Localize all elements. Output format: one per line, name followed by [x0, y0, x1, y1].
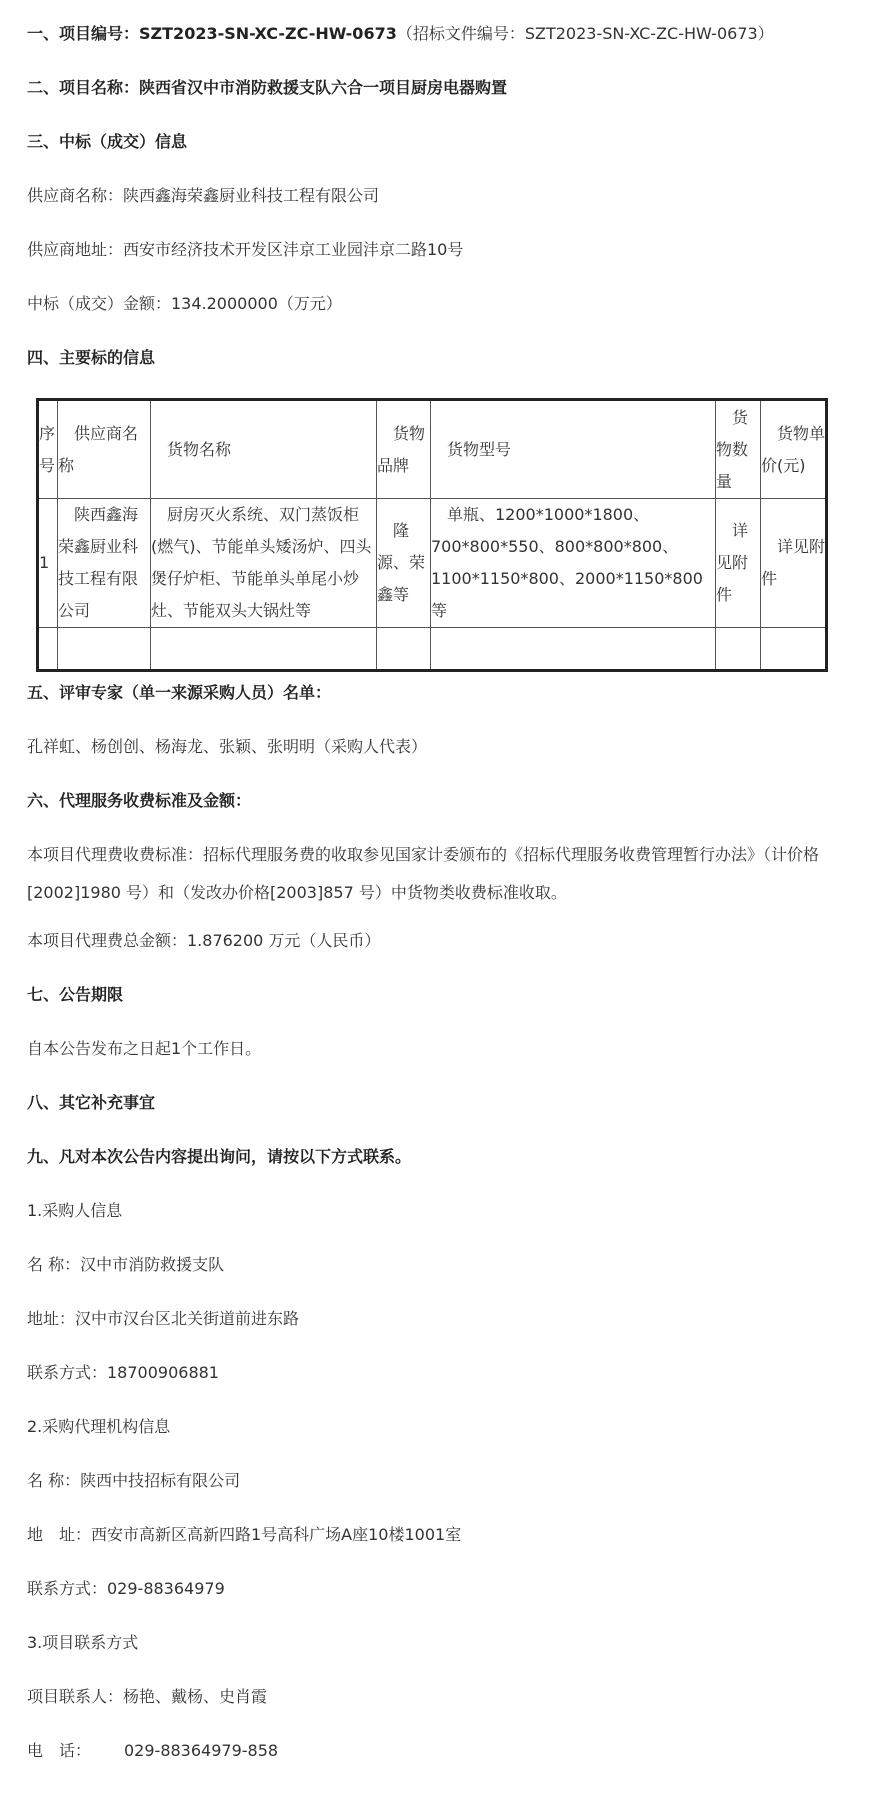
table-header-row	[38, 400, 827, 499]
award-table	[36, 398, 828, 672]
phone-label: 电 话：	[27, 1741, 92, 1760]
empty-cell	[151, 628, 377, 671]
project-contact-persons: 项目联系人：杨艳、戴杨、史肖霞	[27, 1687, 268, 1706]
empty-cell	[761, 628, 827, 671]
col-header-goods: 货物名称	[151, 400, 377, 499]
cell-no: 1	[38, 499, 58, 628]
phone-number: 029-88364979-858	[124, 1741, 279, 1760]
table-row-empty	[38, 628, 827, 671]
cell-price: 详见附件	[761, 499, 827, 628]
cell-brand: 隆源、荣鑫等	[377, 499, 431, 628]
fee-standard: 本项目代理费收费标准：招标代理服务费的收取参见国家计委颁布的《招标代理服务收费管理暂行办法》（计价格[2002]1980 号）和（发改办价格[2003]857 号）中货物类收费标准收取。	[27, 845, 820, 902]
section-award-info-heading: 三、中标（成交）信息	[27, 132, 188, 151]
section-contact-heading: 九、凡对本次公告内容提出询问，请按以下方式联系。	[27, 1147, 412, 1166]
project-number-line	[27, 22, 774, 46]
col-header-no: 序号	[38, 400, 58, 499]
agency-name: 名 称：陕西中技招标有限公司	[27, 1471, 241, 1490]
supplier-name: 供应商名称：陕西鑫海荣鑫厨业科技工程有限公司	[27, 186, 380, 205]
col-header-qty: 货物数量	[716, 400, 761, 499]
empty-cell	[716, 628, 761, 671]
purchaser-heading: 1.采购人信息	[27, 1201, 123, 1220]
empty-cell	[431, 628, 716, 671]
col-header-price: 货物单价(元)	[761, 400, 827, 499]
section-main-items-heading: 四、主要标的信息	[27, 348, 156, 367]
announcement-period: 自本公告发布之日起1个工作日。	[27, 1039, 262, 1058]
project-contact-phone-line	[27, 1739, 278, 1763]
purchaser-name: 名 称：汉中市消防救援支队	[27, 1255, 225, 1274]
cell-model: 单瓶、1200*1000*1800、700*800*550、800*800*800、1100*1150*800、2000*1150*800等	[431, 499, 716, 628]
empty-cell	[38, 628, 58, 671]
cell-supplier: 陕西鑫海荣鑫厨业科技工程有限公司	[58, 499, 151, 628]
agency-heading: 2.采购代理机构信息	[27, 1417, 171, 1436]
agency-address: 地 址：西安市高新区高新四路1号高科广场A座10楼1001室	[27, 1525, 462, 1544]
cell-qty: 详见附件	[716, 499, 761, 628]
section-experts-heading: 五、评审专家（单一来源采购人员）名单：	[27, 683, 332, 702]
project-number: SZT2023-SN-XC-ZC-HW-0673	[139, 24, 397, 43]
col-header-model: 货物型号	[431, 400, 716, 499]
agency-contact: 联系方式：029-88364979	[27, 1579, 225, 1598]
section-fee-heading: 六、代理服务收费标准及金额：	[27, 791, 252, 810]
empty-cell	[58, 628, 151, 671]
section-other-heading: 八、其它补充事宜	[27, 1093, 156, 1112]
fee-total: 本项目代理费总金额：1.876200 万元（人民币）	[27, 931, 381, 950]
award-amount: 中标（成交）金额：134.2000000（万元）	[27, 294, 342, 313]
purchaser-address: 地址：汉中市汉台区北关街道前进东路	[27, 1309, 300, 1328]
table-row	[38, 499, 827, 628]
section-period-heading: 七、公告期限	[27, 985, 124, 1004]
purchaser-contact: 联系方式：18700906881	[27, 1363, 219, 1382]
project-name: 二、项目名称：陕西省汉中市消防救援支队六合一项目厨房电器购置	[27, 78, 508, 97]
tender-doc-number: （招标文件编号：SZT2023-SN-XC-ZC-HW-0673）	[396, 24, 774, 43]
project-contact-heading: 3.项目联系方式	[27, 1633, 139, 1652]
supplier-address: 供应商地址：西安市经济技术开发区沣京工业园沣京二路10号	[27, 240, 464, 259]
project-number-prefix: 一、项目编号：	[27, 24, 140, 43]
col-header-supplier: 供应商名称	[58, 400, 151, 499]
empty-cell	[377, 628, 431, 671]
cell-goods: 厨房灭火系统、双门蒸饭柜(燃气)、节能单头矮汤炉、四头煲仔炉柜、节能单头单尾小炒灶、节能双头大锅灶等	[151, 499, 377, 628]
col-header-brand: 货物品牌	[377, 400, 431, 499]
experts-list: 孔祥虹、杨创创、杨海龙、张颖、张明明（采购人代表）	[27, 737, 428, 756]
